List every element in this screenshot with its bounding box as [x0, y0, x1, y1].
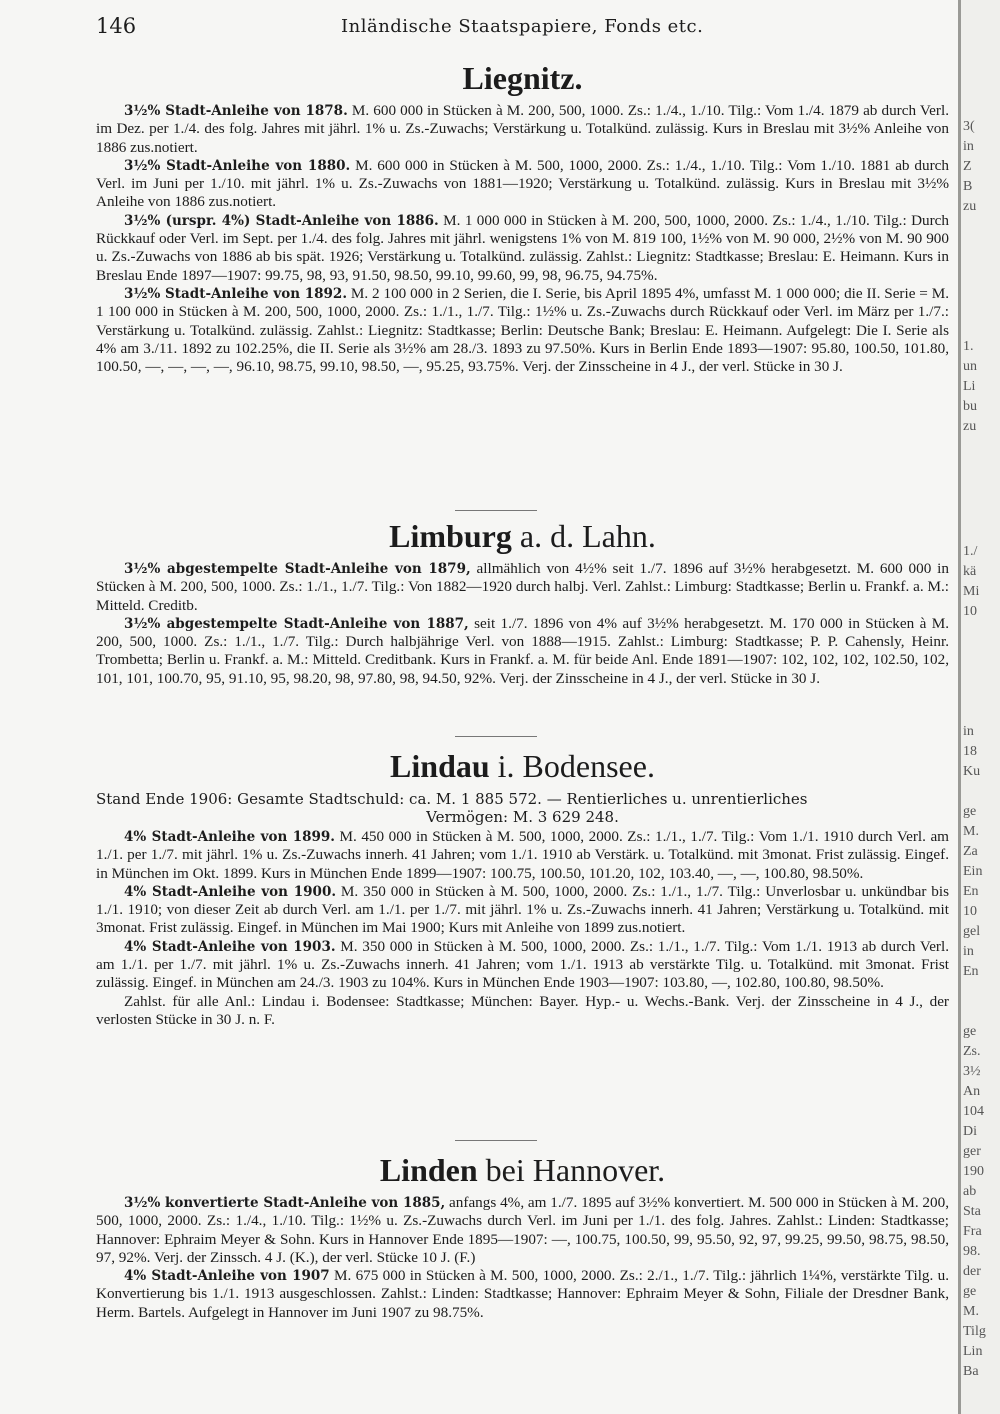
edge-fragment: gel: [963, 924, 981, 939]
edge-fragment: 1./: [963, 544, 978, 559]
section-divider: [455, 736, 537, 737]
edge-fragment: Di: [963, 1124, 977, 1139]
edge-fragment: ge: [963, 804, 977, 819]
edge-fragment: 10: [963, 904, 977, 919]
edge-fragment: Lin: [963, 1344, 983, 1359]
edge-fragment: ge: [963, 1024, 977, 1039]
section-title: Lindau i. Bodensee.: [390, 748, 655, 784]
edge-fragment: 18: [963, 744, 977, 759]
section-limburg: [96, 516, 949, 688]
debt-summary-assets: Vermögen: M. 3 629 248.: [426, 808, 619, 826]
section-title: Liegnitz.: [462, 60, 583, 96]
edge-fragment: 190: [963, 1164, 984, 1179]
adjacent-page-edge: [958, 0, 1000, 1414]
section-liegnitz: [96, 58, 949, 376]
edge-fragment: 104: [963, 1104, 984, 1119]
edge-fragment: bu: [963, 399, 977, 414]
bond-entry: 4% Stadt-Anleihe von 1900. M. 350 000 in Stücken à M. 500, 1000, 2000. Zs.: 1./1., 1./7. Tilg.: Unverlosbar u. unkündbar bis 1./1. 1910; von dieser Zeit ab durch Verl. am 1./1. per 1./7. mit jährl. 1% u. Zs.-Zuwachs innerh. 41 Jahren; Verstärkung u. Totalkünd. mit 3monat. Frist zulässig. Eingef. in München im Mai 1900; Kurs mit Anleihe von 1899 zus.notiert.: [96, 882, 950, 937]
bond-entry: 3½% abgestempelte Stadt-Anleihe von 1887, seit 1./7. 1896 von 4% auf 3½% herabgesetzt. M. 170 000 in Stücken à M. 200, 500, 1000. Zs.: 1./1., 1./7. Tilg.: Durch halbjährige Verl. von 1888—1915. Zahlst.: Limburg: Stadtkasse; P. P. Cahensly, Heinr. Trombetta; Berlin u. Frankf. a. M.: Mitteld. Creditbank. Kurs in Frankf. a. M. für beide Anl. Ende 1891—1907: 102, 102, 102, 102.50, 102, 101, 101, 100.70, 95, 91.10, 95, 98.20, 98, 97.80, 98, 94.50, 92%. Verj. der Zinsscheine in 4 J., der verl. Stücke in 30 J.: [96, 614, 949, 687]
edge-fragment: Fra: [963, 1224, 982, 1239]
edge-fragment: Sta: [963, 1204, 981, 1219]
section-divider: [455, 1140, 537, 1141]
debt-summary: Stand Ende 1906: Gesamte Stadtschuld: ca. M. 1 885 572. — Rentierliches u. unrentierliches: [96, 790, 808, 808]
bond-entry: 3½% Stadt-Anleihe von 1878. M. 600 000 in Stücken à M. 200, 500, 1000. Zs.: 1./4., 1./10. Tilg.: Vom 1./4. 1879 ab durch Verl. im Dez. per 1./4. des folg. Jahres mit jährl. 1% u. Zs.-Zuwachs; Verstärkung u. Totalkünd. zulässig. Kurs in Breslau mit 3½% Anleihe von 1886 zus.notiert.: [96, 102, 949, 156]
edge-fragment: Ku: [963, 764, 981, 779]
bond-entry: 3½% (urspr. 4%) Stadt-Anleihe von 1886. M. 1 000 000 in Stücken à M. 200, 500, 1000, 2000. Zs.: 1./4., 1./10. Tilg.: Durch Rückkauf oder Verl. im Sept. per 1./4. des folg. Jahres mit jährl. wenigstens 1% von M. 819 100, 1½% von M. 90 000, 2½% von M. 90 900 u. Zs.-Zuwachs von 1886 ab bis spät. 1926; Verstärkung u. Totalkünd. zulässig. Zahlst.: Liegnitz: Stadtkasse; Breslau: E. Heimann. Kurs in Breslau Ende 1897—1907: 99.75, 98, 93, 91.50, 98.50, 99.10, 99.60, 99, 98, 96.75, 94.75%.: [96, 211, 950, 284]
edge-fragment: M.: [963, 1304, 979, 1319]
bond-entry: 4% Stadt-Anleihe von 1907 M. 675 000 in Stücken à M. 500, 1000, 2000. Zs.: 2./1., 1./7. Tilg.: jährlich 1¼%, verstärkte Tilg. u. Konvertierung bis 1./1. 1913 ausgeschlossen. Zahlst.: Linden: Stadtkasse; Hannover: Ephraim Meyer & Sohn, Filiale der Dresdner Bank, Herm. Bartels. Aufgelegt in Hannover im Juni 1907 zu 98.75%.: [96, 1267, 950, 1321]
edge-fragment: B: [963, 179, 973, 194]
edge-fragment: in: [963, 139, 974, 154]
page-number: 146: [96, 14, 137, 38]
edge-fragment: Zs.: [963, 1044, 981, 1059]
running-head: [96, 14, 951, 44]
edge-fragment: Li: [963, 379, 976, 394]
section-title: Linden bei Hannover.: [379, 1152, 666, 1188]
edge-fragment: En: [963, 884, 979, 899]
edge-fragment: En: [963, 964, 979, 979]
edge-fragment: zu: [963, 199, 977, 214]
edge-fragment: ab: [963, 1184, 977, 1199]
section-divider: [455, 510, 537, 511]
edge-fragment: 3½: [963, 1064, 981, 1079]
edge-fragment: Mi: [963, 584, 980, 599]
edge-fragment: Za: [963, 844, 978, 859]
bond-entry: 4% Stadt-Anleihe von 1899. M. 450 000 in Stücken à M. 500, 1000, 2000. Zs.: 1./1., 1./7. Tilg.: Vom 1./1. 1910 durch Verl. am 1./1. per 1./7. mit jährl. 1% u. Zs.-Zuwachs innerh. 41 Jahren; vom 1./1. 1910 ab Verstärk. u. Totalkünd. mit 3monat. Frist zulässig. Eingef. in München im Okt. 1899. Kurs in München Ende 1899—1907: 100.75, 100.50, 101.20, 102, 103.40, —, —, 100.80, 98.50%.: [96, 828, 949, 882]
edge-fragment: der: [963, 1264, 981, 1279]
edge-fragment: ge: [963, 1284, 977, 1299]
bond-entry: 3½% konvertierte Stadt-Anleihe von 1885, anfangs 4%, am 1./7. 1895 auf 3½% konvertiert. M. 500 000 in Stücken à M. 200, 500, 1000, 2000. Zs.: 1./4., 1./10. Tilg.: 1½% u. Zs.-Zuwachs durch Verl. im Juni per 1./1. des folg. Jahres. Zahlst.: Linden: Stadtkasse; Hannover: Ephraim Meyer & Sohn. Kurs in Hannover Ende 1895—1907: —, 100.75, 100.50, 99, 95.50, 92, 97, 99.25, 99.50, 98.75, 98.50, 97, 92%. Verj. der Zinssch. 4 J. (K.), der verl. Stücke 10 J. (F.): [96, 1194, 950, 1266]
edge-fragment: 98.: [963, 1244, 981, 1259]
bond-entry: 4% Stadt-Anleihe von 1903. M. 350 000 in Stücken à M. 500, 1000, 2000. Zs.: 1./1., 1./7. Tilg.: Vom 1./1. 1913 ab durch Verl. am 1./1. per 1./7. mit jährl. 1% u. Zs.-Zuwachs innerh. 41 Jahren; vom 1./1. 1913 ab verstärkte Tilg. u. Totalkünd. mit 3monat. Frist zulässig. Eingef. in München am 24./3. 1903 zu 104%. Kurs in München Ende 1903—1907: 103.80, —, 102.80, 100.80, 98.50%.: [96, 937, 950, 992]
edge-fragment: 3(: [963, 119, 975, 134]
edge-fragment: Z: [963, 159, 972, 174]
edge-fragment: Ba: [963, 1364, 979, 1379]
edge-fragment: Tilg: [963, 1324, 986, 1339]
bond-entry: 3½% abgestempelte Stadt-Anleihe von 1879, allmählich von 4½% seit 1./7. 1896 auf 3½% herabgesetzt. M. 600 000 in Stücken à M. 200, 500, 1000. Zs.: 1./1., 1./7. Tilg.: Von 1882—1920 durch halbj. Verl. Zahlst.: Limburg: Stadtkasse; Berlin u. Frankf. a. M.: Mitteld. Creditb.: [96, 560, 949, 614]
edge-fragment: in: [963, 944, 974, 959]
section-lindau: [96, 746, 949, 1029]
edge-fragment: in: [963, 724, 974, 739]
section-title: Limburg a. d. Lahn.: [389, 518, 656, 554]
edge-fragment: un: [963, 359, 977, 374]
edge-fragment: kä: [963, 564, 977, 579]
edge-fragment: Ein: [963, 864, 983, 879]
edge-fragment: 1.: [963, 339, 974, 354]
bond-entry: 3½% Stadt-Anleihe von 1892. M. 2 100 000 in 2 Serien, die I. Serie, bis April 1895 4%, umfasst M. 1 000 000; die II. Serie = M. 1 100 000 in Stücken à M. 200, 500, 1000, 2000. Zs.: 1./1., 1./7. Tilg.: 1½% u. Zs.-Zuwachs durch Rückkauf oder Verl. im März per 1./7.: Verstärkung u. Totalkünd. zulässig. Zahlst.: Liegnitz: Stadtkasse; Berlin: Deutsche Bank; Breslau: E. Heimann. Aufgelegt: Die I. Serie als 4% am 3./11. 1892 zu 102.25%, die II. Serie als 3½% am 28./3. 1893 zu 97.50%. Kurs in Berlin Ende 1893—1907: 95.80, 100.50, 101.80, 100.50, —, —, —, —, 96.10, 98.75, 99.10, 98.50, —, 95.25, 93.75%. Verj. der Zinsscheine in 4 J., der verl. Stücke in 30 J.: [96, 284, 950, 376]
section-linden: [96, 1150, 949, 1322]
edge-fragment: zu: [963, 419, 977, 434]
bond-entry-paying-agents: Zahlst. für alle Anl.: Lindau i. Bodensee: Stadtkasse; München: Bayer. Hyp.- u. Wechs.-Bank. Verj. der Zinsscheine in 4 J., der verlosten Stücke in 30 J. n. F.: [96, 992, 949, 1028]
running-title: Inländische Staatspapiere, Fonds etc.: [341, 16, 704, 37]
edge-fragment: M.: [963, 824, 979, 839]
bond-entry: 3½% Stadt-Anleihe von 1880. M. 600 000 in Stücken à M. 500, 1000, 2000. Zs.: 1./4., 1./10. Tilg.: Vom 1./10. 1881 ab durch Verl. im Juni per 1./10. mit jährl. 1% u. Zs.-Zuwachs von 1881—1920; Verstärkung u. Totalkünd. zulässig. Kurs in Breslau mit 3½% Anleihe von 1886 zus.notiert.: [96, 156, 950, 211]
edge-fragment: ger: [963, 1144, 981, 1159]
edge-fragment: 10: [963, 604, 977, 619]
edge-fragment: An: [963, 1084, 981, 1099]
